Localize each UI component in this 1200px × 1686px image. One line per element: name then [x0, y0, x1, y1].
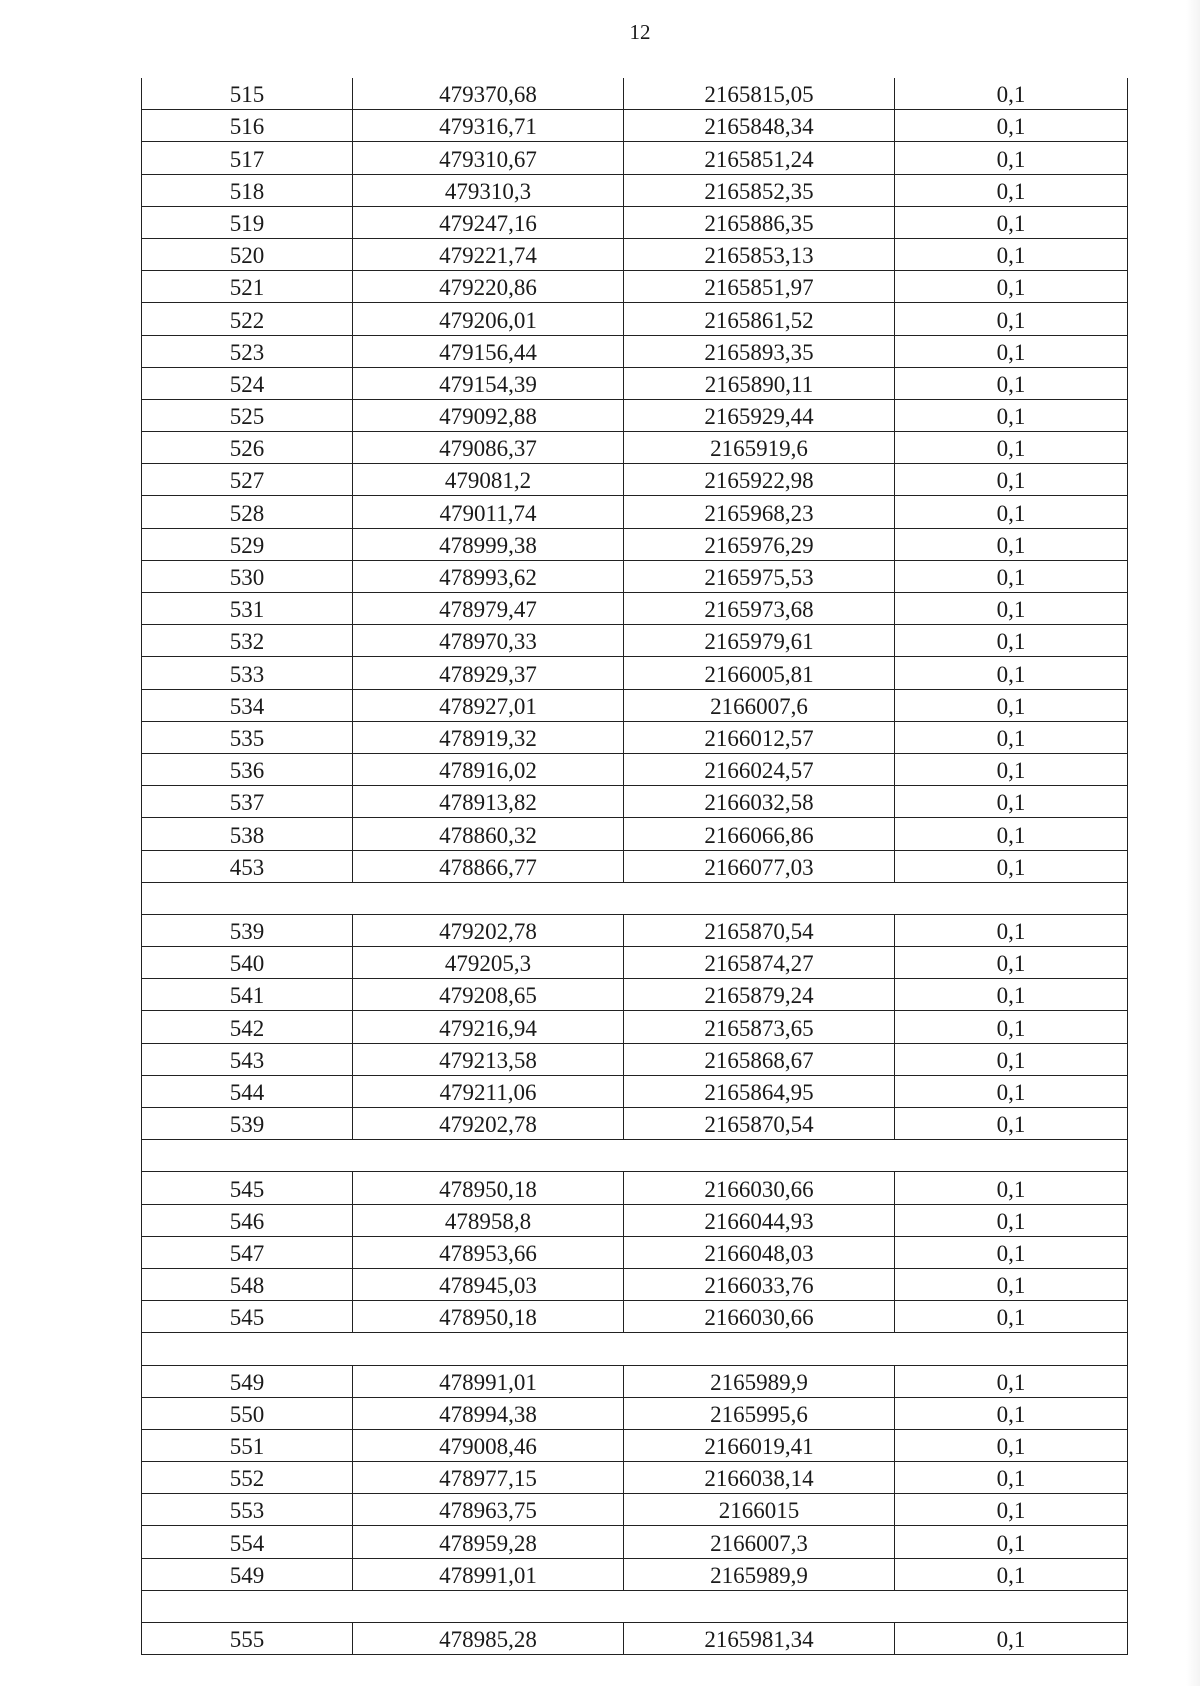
point-number-cell: 542	[142, 1011, 353, 1043]
table-row	[142, 979, 1128, 1011]
error-cell: 0,1	[895, 657, 1128, 689]
y-coordinate-cell: 2165989,9	[624, 1558, 895, 1590]
y-coordinate-cell: 2165873,65	[624, 1011, 895, 1043]
table-separator-row	[142, 1140, 1128, 1172]
point-number-cell: 540	[142, 947, 353, 979]
error-cell: 0,1	[895, 1204, 1128, 1236]
point-number-cell: 518	[142, 174, 353, 206]
y-coordinate-cell: 2165851,24	[624, 142, 895, 174]
x-coordinate-cell: 478963,75	[353, 1494, 624, 1526]
point-number-cell: 526	[142, 432, 353, 464]
y-coordinate-cell: 2165886,35	[624, 206, 895, 238]
x-coordinate-cell: 479247,16	[353, 206, 624, 238]
x-coordinate-cell: 478991,01	[353, 1558, 624, 1590]
point-number-cell: 545	[142, 1301, 353, 1333]
point-number-cell: 537	[142, 786, 353, 818]
error-cell: 0,1	[895, 947, 1128, 979]
y-coordinate-cell: 2165864,95	[624, 1075, 895, 1107]
separator-cell	[142, 1590, 1128, 1622]
point-number-cell: 524	[142, 367, 353, 399]
y-coordinate-cell: 2166048,03	[624, 1236, 895, 1268]
table-row	[142, 464, 1128, 496]
table-row	[142, 142, 1128, 174]
point-number-cell: 521	[142, 271, 353, 303]
point-number-cell: 527	[142, 464, 353, 496]
error-cell: 0,1	[895, 1236, 1128, 1268]
table-row	[142, 1397, 1128, 1429]
point-number-cell: 530	[142, 560, 353, 592]
table-row	[142, 78, 1128, 110]
x-coordinate-cell: 478950,18	[353, 1172, 624, 1204]
page-number: 12	[629, 20, 651, 44]
table-row	[142, 721, 1128, 753]
y-coordinate-cell: 2166032,58	[624, 786, 895, 818]
table-row	[142, 1236, 1128, 1268]
table-row	[142, 850, 1128, 882]
y-coordinate-cell: 2166007,3	[624, 1526, 895, 1558]
x-coordinate-cell: 479008,46	[353, 1429, 624, 1461]
x-coordinate-cell: 479202,78	[353, 914, 624, 946]
y-coordinate-cell: 2166038,14	[624, 1462, 895, 1494]
x-coordinate-cell: 479310,67	[353, 142, 624, 174]
y-coordinate-cell: 2165868,67	[624, 1043, 895, 1075]
point-number-cell: 522	[142, 303, 353, 335]
point-number-cell: 547	[142, 1236, 353, 1268]
y-coordinate-cell: 2165995,6	[624, 1397, 895, 1429]
table-row	[142, 818, 1128, 850]
error-cell: 0,1	[895, 1462, 1128, 1494]
point-number-cell: 528	[142, 496, 353, 528]
table-row	[142, 1623, 1128, 1655]
y-coordinate-cell: 2166030,66	[624, 1172, 895, 1204]
point-number-cell: 543	[142, 1043, 353, 1075]
error-cell: 0,1	[895, 1301, 1128, 1333]
table-row	[142, 206, 1128, 238]
table-row	[142, 367, 1128, 399]
point-number-cell: 539	[142, 914, 353, 946]
y-coordinate-cell: 2165968,23	[624, 496, 895, 528]
table-row	[142, 271, 1128, 303]
error-cell: 0,1	[895, 850, 1128, 882]
point-number-cell: 533	[142, 657, 353, 689]
y-coordinate-cell: 2165815,05	[624, 78, 895, 110]
x-coordinate-cell: 479205,3	[353, 947, 624, 979]
x-coordinate-cell: 478993,62	[353, 560, 624, 592]
x-coordinate-cell: 479213,58	[353, 1043, 624, 1075]
table-row	[142, 1365, 1128, 1397]
x-coordinate-cell: 478860,32	[353, 818, 624, 850]
y-coordinate-cell: 2165922,98	[624, 464, 895, 496]
point-number-cell: 539	[142, 1108, 353, 1140]
point-number-cell: 546	[142, 1204, 353, 1236]
table-row	[142, 593, 1128, 625]
x-coordinate-cell: 479208,65	[353, 979, 624, 1011]
table-row	[142, 1462, 1128, 1494]
point-number-cell: 536	[142, 753, 353, 785]
x-coordinate-cell: 479156,44	[353, 335, 624, 367]
error-cell: 0,1	[895, 1172, 1128, 1204]
y-coordinate-cell: 2166077,03	[624, 850, 895, 882]
error-cell: 0,1	[895, 625, 1128, 657]
x-coordinate-cell: 478916,02	[353, 753, 624, 785]
error-cell: 0,1	[895, 110, 1128, 142]
table-row	[142, 753, 1128, 785]
error-cell: 0,1	[895, 914, 1128, 946]
x-coordinate-cell: 478866,77	[353, 850, 624, 882]
table-row	[142, 1429, 1128, 1461]
y-coordinate-cell: 2165853,13	[624, 238, 895, 270]
error-cell: 0,1	[895, 1043, 1128, 1075]
x-coordinate-cell: 479011,74	[353, 496, 624, 528]
table-row	[142, 496, 1128, 528]
x-coordinate-cell: 479081,2	[353, 464, 624, 496]
error-cell: 0,1	[895, 1268, 1128, 1300]
y-coordinate-cell: 2166033,76	[624, 1268, 895, 1300]
y-coordinate-cell: 2165870,54	[624, 1108, 895, 1140]
y-coordinate-cell: 2166005,81	[624, 657, 895, 689]
x-coordinate-cell: 478970,33	[353, 625, 624, 657]
error-cell: 0,1	[895, 78, 1128, 110]
error-cell: 0,1	[895, 753, 1128, 785]
y-coordinate-cell: 2165981,34	[624, 1623, 895, 1655]
y-coordinate-cell: 2165975,53	[624, 560, 895, 592]
x-coordinate-cell: 479202,78	[353, 1108, 624, 1140]
y-coordinate-cell: 2166012,57	[624, 721, 895, 753]
x-coordinate-cell: 478994,38	[353, 1397, 624, 1429]
point-number-cell: 520	[142, 238, 353, 270]
error-cell: 0,1	[895, 1365, 1128, 1397]
point-number-cell: 549	[142, 1365, 353, 1397]
table-row	[142, 432, 1128, 464]
y-coordinate-cell: 2165879,24	[624, 979, 895, 1011]
point-number-cell: 541	[142, 979, 353, 1011]
error-cell: 0,1	[895, 1494, 1128, 1526]
error-cell: 0,1	[895, 206, 1128, 238]
y-coordinate-cell: 2166015	[624, 1494, 895, 1526]
error-cell: 0,1	[895, 399, 1128, 431]
error-cell: 0,1	[895, 271, 1128, 303]
y-coordinate-cell: 2165861,52	[624, 303, 895, 335]
error-cell: 0,1	[895, 593, 1128, 625]
x-coordinate-cell: 478985,28	[353, 1623, 624, 1655]
point-number-cell: 538	[142, 818, 353, 850]
table-row	[142, 1301, 1128, 1333]
error-cell: 0,1	[895, 979, 1128, 1011]
point-number-cell: 515	[142, 78, 353, 110]
x-coordinate-cell: 479211,06	[353, 1075, 624, 1107]
table-row	[142, 914, 1128, 946]
error-cell: 0,1	[895, 689, 1128, 721]
error-cell: 0,1	[895, 818, 1128, 850]
point-number-cell: 534	[142, 689, 353, 721]
point-number-cell: 523	[142, 335, 353, 367]
x-coordinate-cell: 479220,86	[353, 271, 624, 303]
scan-edge-shadow	[1186, 0, 1200, 1686]
y-coordinate-cell: 2165979,61	[624, 625, 895, 657]
error-cell: 0,1	[895, 1011, 1128, 1043]
y-coordinate-cell: 2166044,93	[624, 1204, 895, 1236]
x-coordinate-cell: 478991,01	[353, 1365, 624, 1397]
table-row	[142, 1011, 1128, 1043]
error-cell: 0,1	[895, 721, 1128, 753]
table-separator-row	[142, 1333, 1128, 1365]
coordinates-table-body	[142, 78, 1128, 1655]
table-row	[142, 1558, 1128, 1590]
table-row	[142, 1268, 1128, 1300]
x-coordinate-cell: 479310,3	[353, 174, 624, 206]
x-coordinate-cell: 478979,47	[353, 593, 624, 625]
table-separator-row	[142, 882, 1128, 914]
x-coordinate-cell: 478958,8	[353, 1204, 624, 1236]
point-number-cell: 531	[142, 593, 353, 625]
error-cell: 0,1	[895, 238, 1128, 270]
error-cell: 0,1	[895, 1397, 1128, 1429]
table-row	[142, 786, 1128, 818]
y-coordinate-cell: 2166030,66	[624, 1301, 895, 1333]
table-row	[142, 1494, 1128, 1526]
table-row	[142, 1526, 1128, 1558]
point-number-cell: 529	[142, 528, 353, 560]
y-coordinate-cell: 2166024,57	[624, 753, 895, 785]
y-coordinate-cell: 2165890,11	[624, 367, 895, 399]
error-cell: 0,1	[895, 786, 1128, 818]
point-number-cell: 532	[142, 625, 353, 657]
point-number-cell: 549	[142, 1558, 353, 1590]
table-row	[142, 110, 1128, 142]
point-number-cell: 545	[142, 1172, 353, 1204]
x-coordinate-cell: 479206,01	[353, 303, 624, 335]
point-number-cell: 554	[142, 1526, 353, 1558]
y-coordinate-cell: 2165973,68	[624, 593, 895, 625]
y-coordinate-cell: 2166019,41	[624, 1429, 895, 1461]
x-coordinate-cell: 478950,18	[353, 1301, 624, 1333]
y-coordinate-cell: 2165870,54	[624, 914, 895, 946]
coordinates-table	[141, 78, 1128, 1655]
table-row	[142, 1108, 1128, 1140]
table-row	[142, 560, 1128, 592]
table-row	[142, 335, 1128, 367]
error-cell: 0,1	[895, 1075, 1128, 1107]
y-coordinate-cell: 2165919,6	[624, 432, 895, 464]
y-coordinate-cell: 2165929,44	[624, 399, 895, 431]
table-row	[142, 174, 1128, 206]
table-row	[142, 1172, 1128, 1204]
table-row	[142, 657, 1128, 689]
error-cell: 0,1	[895, 303, 1128, 335]
x-coordinate-cell: 478953,66	[353, 1236, 624, 1268]
x-coordinate-cell: 478919,32	[353, 721, 624, 753]
table-separator-row	[142, 1590, 1128, 1622]
error-cell: 0,1	[895, 528, 1128, 560]
point-number-cell: 555	[142, 1623, 353, 1655]
x-coordinate-cell: 479221,74	[353, 238, 624, 270]
x-coordinate-cell: 478959,28	[353, 1526, 624, 1558]
x-coordinate-cell: 479086,37	[353, 432, 624, 464]
point-number-cell: 516	[142, 110, 353, 142]
error-cell: 0,1	[895, 367, 1128, 399]
error-cell: 0,1	[895, 1429, 1128, 1461]
point-number-cell: 453	[142, 850, 353, 882]
error-cell: 0,1	[895, 1623, 1128, 1655]
error-cell: 0,1	[895, 496, 1128, 528]
error-cell: 0,1	[895, 1526, 1128, 1558]
error-cell: 0,1	[895, 464, 1128, 496]
point-number-cell: 548	[142, 1268, 353, 1300]
x-coordinate-cell: 479154,39	[353, 367, 624, 399]
y-coordinate-cell: 2165852,35	[624, 174, 895, 206]
table-row	[142, 528, 1128, 560]
x-coordinate-cell: 478913,82	[353, 786, 624, 818]
y-coordinate-cell: 2165874,27	[624, 947, 895, 979]
separator-cell	[142, 1140, 1128, 1172]
point-number-cell: 535	[142, 721, 353, 753]
y-coordinate-cell: 2165848,34	[624, 110, 895, 142]
table-row	[142, 689, 1128, 721]
separator-cell	[142, 1333, 1128, 1365]
x-coordinate-cell: 478977,15	[353, 1462, 624, 1494]
point-number-cell: 551	[142, 1429, 353, 1461]
error-cell: 0,1	[895, 142, 1128, 174]
error-cell: 0,1	[895, 432, 1128, 464]
table-row	[142, 1204, 1128, 1236]
y-coordinate-cell: 2165989,9	[624, 1365, 895, 1397]
table-row	[142, 399, 1128, 431]
x-coordinate-cell: 478929,37	[353, 657, 624, 689]
table-row	[142, 947, 1128, 979]
error-cell: 0,1	[895, 1558, 1128, 1590]
y-coordinate-cell: 2166066,86	[624, 818, 895, 850]
x-coordinate-cell: 479370,68	[353, 78, 624, 110]
error-cell: 0,1	[895, 1108, 1128, 1140]
table-row	[142, 1075, 1128, 1107]
point-number-cell: 525	[142, 399, 353, 431]
point-number-cell: 553	[142, 1494, 353, 1526]
point-number-cell: 519	[142, 206, 353, 238]
table-row	[142, 238, 1128, 270]
table-row	[142, 625, 1128, 657]
table-row	[142, 303, 1128, 335]
x-coordinate-cell: 478927,01	[353, 689, 624, 721]
point-number-cell: 552	[142, 1462, 353, 1494]
table-row	[142, 1043, 1128, 1075]
x-coordinate-cell: 479216,94	[353, 1011, 624, 1043]
error-cell: 0,1	[895, 174, 1128, 206]
error-cell: 0,1	[895, 335, 1128, 367]
x-coordinate-cell: 478999,38	[353, 528, 624, 560]
x-coordinate-cell: 478945,03	[353, 1268, 624, 1300]
point-number-cell: 550	[142, 1397, 353, 1429]
x-coordinate-cell: 479316,71	[353, 110, 624, 142]
y-coordinate-cell: 2165893,35	[624, 335, 895, 367]
point-number-cell: 517	[142, 142, 353, 174]
error-cell: 0,1	[895, 560, 1128, 592]
y-coordinate-cell: 2165851,97	[624, 271, 895, 303]
point-number-cell: 544	[142, 1075, 353, 1107]
y-coordinate-cell: 2165976,29	[624, 528, 895, 560]
x-coordinate-cell: 479092,88	[353, 399, 624, 431]
separator-cell	[142, 882, 1128, 914]
y-coordinate-cell: 2166007,6	[624, 689, 895, 721]
